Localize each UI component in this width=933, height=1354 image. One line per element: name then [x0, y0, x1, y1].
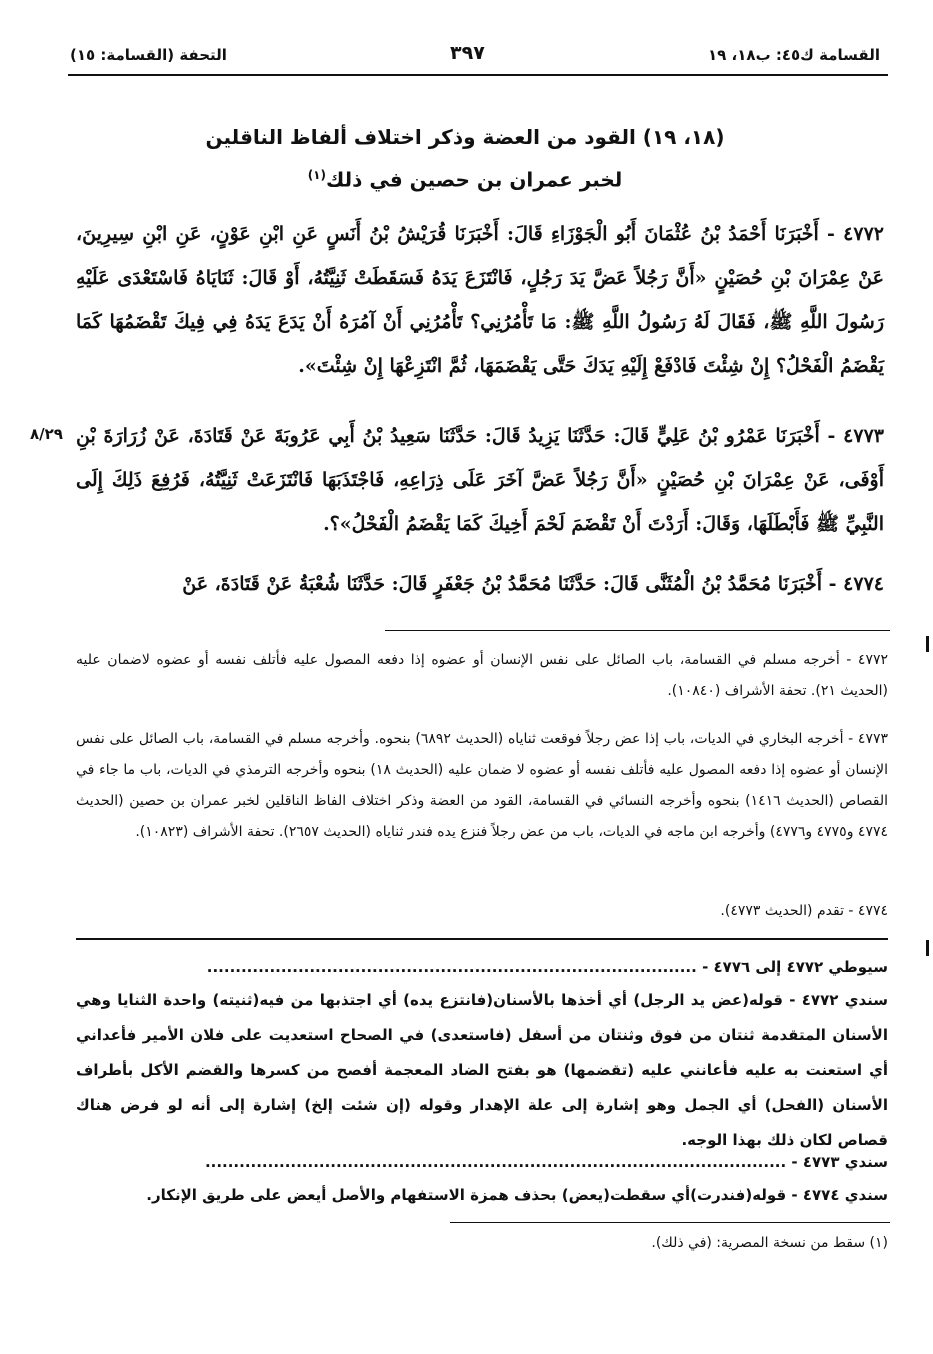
takhrij-text: - تقدم (الحديث ٤٧٧٣).: [720, 903, 854, 919]
edge-mark: [926, 940, 929, 956]
page-number: ٣٩٧: [450, 42, 485, 64]
sharh-sindi-4772: [76, 983, 888, 1158]
takhrij-divider: [385, 630, 890, 631]
takhrij-number: ٤٧٧٤: [857, 903, 888, 919]
hadith-4774: [76, 562, 884, 606]
sharh-label: سندي ٤٧٧٤ -: [791, 1186, 888, 1204]
sharh-text: قوله(عض يد الرجل) أي أخذها بالأسنان(فانتزع يده) أي اجتذبها من فيه(ثنيته) واحدة الثنايا وهي الأسنان المتقدمة ثنتان من فوق وثنتان من أسفل (فاستعدى) في الصحاح استعديت على فلان الأمير فأعداني أي استعنت به عليه فأعانني عليه (تقضمها) هو بفتح الضاد المعجمة أفصح من كسرها والقضم الأكل بأطراف الأسنان (الفحل) أي الجمل وهو إشارة إلى علة الإهدار وقوله (إن شئت إلخ) إشارة إلى أنه لو فرض هناك قصاص لكان ذلك بهذا الوجه.: [76, 991, 888, 1149]
hadith-text: - أَخْبَرَنَا عَمْرُو بْنُ عَلِيٍّ قَالَ: حَدَّثَنَا يَزِيدُ قَالَ: حَدَّثَنَا سَعِيدُ بْنُ أَبِي عَرُوبَةَ عَنْ قَتَادَةَ، عَنْ زُرَارَةَ بْنِ أَوْفَى، عَنْ عِمْرَانَ بْنِ حُصَيْنٍ «أَنَّ رَجُلاً عَضَّ آخَرَ عَلَى ذِرَاعِهِ، فَاجْتَذَبَهَا فَانْتَزَعَتْ ثَنِيَّتُهُ، فَرُفِعَ ذَلِكَ إِلَى النَّبِيِّ ﷺ فَأَبْطَلَهَا، وَقَالَ: أَرَدْتَ أَنْ تَقْضَمَ لَحْمَ أَخِيكَ كَمَا يَقْضَمُ الْفَحْلُ»؟.: [76, 425, 884, 535]
footnote: (١) سقط من نسخة المصرية: (في ذلك).: [651, 1235, 888, 1251]
hadith-number: ٤٧٧٤: [843, 573, 884, 595]
header-section-ref: القسامة ك٤٥: ب١٨، ١٩: [708, 46, 880, 64]
edge-mark: [926, 636, 929, 652]
takhrij-4772: [76, 645, 888, 707]
sharh-dots: ......................................................................................................: [204, 1153, 787, 1171]
chapter-title-line-2: لخبر عمران بن حصين في ذلك$^{(١)}$: [307, 167, 623, 192]
margin-volume-mark: ٨/٢٩: [30, 425, 63, 443]
takhrij-number: ٤٧٧٣: [857, 731, 888, 747]
header-tuhfa-ref: التحفة (القسامة: ١٥): [70, 46, 227, 64]
sharh-label: سيوطي ٤٧٧٢ إلى ٤٧٧٦ -: [702, 958, 888, 976]
sharh-suyuti: [76, 950, 888, 985]
sharh-dots: ......................................................................................: [206, 958, 697, 976]
takhrij-4773: [76, 724, 888, 848]
footnote-divider: [450, 1222, 890, 1223]
chapter-title-line-1: (١٨، ١٩) القود من العضة وذكر اختلاف ألفاظ الناقلين: [205, 125, 725, 149]
takhrij-4774: [76, 896, 888, 927]
footnote-ref: (١): [307, 168, 326, 182]
hadith-text: - أَخْبَرَنَا أَحْمَدُ بْنُ عُثْمَانَ أَبُو الْجَوْزَاءِ قَالَ: أَخْبَرَنَا قُرَيْشُ بْنُ أَنَسٍ عَنِ ابْنِ عَوْنٍ، عَنِ ابْنِ سِيرِينَ، عَنْ عِمْرَانَ بْنِ حُصَيْنٍ «أَنَّ رَجُلاً عَضَّ يَدَ رَجُلٍ، فَانْتَزَعَ يَدَهُ فَسَقَطَتْ ثَنِيَّتُهُ، أَوْ قَالَ: ثَنَايَاهُ فَاسْتَعْدَى عَلَيْهِ رَسُولَ اللَّهِ ﷺ، فَقَالَ لَهُ رَسُولُ اللَّهِ ﷺ: مَا تَأْمُرُنِي؟ تَأْمُرُنِي أَنْ آمُرَهُ أَنْ يَدَعَ يَدَهُ فِي فِيكَ تَقْضَمُهَا كَمَا يَقْضَمُ الْفَحْلُ؟ إِنْ شِئْتَ فَادْفَعْ إِلَيْهِ يَدَكَ حَتَّى يَقْضَمَهَا، ثُمَّ انْتَزِعْهَا إِنْ شِئْتَ».: [76, 223, 884, 377]
sharh-label: سندي ٤٧٧٣ -: [791, 1153, 888, 1171]
running-header: [70, 42, 880, 72]
sharh-text: قوله(فندرت)أي سقطت(يعض) بحذف همزة الاستفهام والأصل أيعض على طريق الإنكار.: [146, 1186, 787, 1204]
sharh-sindi-4773: [76, 1145, 888, 1180]
takhrij-text: - أخرجه مسلم في القسامة، باب الصائل على نفس الإنسان أو عضوه إذا دفعه المصول عليه فأتلف نفسه أو عضوه لاضمان عليه (الحديث ٢١). تحفة الأشراف (١٠٨٤٠).: [76, 652, 888, 699]
hadith-4772: [76, 212, 884, 388]
hadith-4773: [76, 414, 884, 546]
hadith-number: ٤٧٧٢: [843, 223, 884, 245]
hadith-text: - أَخْبَرَنَا مُحَمَّدُ بْنُ الْمُثَنَّى قَالَ: حَدَّثَنَا مُحَمَّدُ بْنُ جَعْفَرٍ قَالَ: حَدَّثَنَا شُعْبَةُ عَنْ قَتَادَةَ، عَنْ: [182, 573, 837, 595]
header-divider: [68, 74, 888, 76]
sharh-label: سندي ٤٧٧٢ -: [789, 991, 888, 1009]
sharh-divider: [76, 938, 888, 940]
takhrij-text: - أخرجه البخاري في الديات، باب إذا عض رجلاً فوقعت ثناياه (الحديث ٦٨٩٢) بنحوه. وأخرجه مسلم في القسامة، باب الصائل على نفس الإنسان أو عضوه إذا دفعه المصول عليه فأتلف نفسه أو عضوه لا ضمان عليه (الحديث ١٨) بنحوه وأخرجه الترمذي في الديات، باب ما جاء في القصاص (الحديث ١٤١٦) بنحوه وأخرجه النسائي في القسامة، القود من العضة وذكر اختلاف الفاظ الناقلين لخبر عمران بن حصين (الحديث ٤٧٧٤ و٤٧٧٥ و٤٧٧٦) وأخرجه ابن ماجه في الديات، باب من عض رجلاً فنزع يده فندر ثناياه (الحديث ٢٦٥٧). تحفة الأشراف (١٠٨٢٣).: [76, 731, 888, 840]
takhrij-number: ٤٧٧٢: [857, 652, 888, 668]
chapter-title: [100, 118, 830, 199]
hadith-number: ٤٧٧٣: [843, 425, 884, 447]
sharh-sindi-4774: [76, 1178, 888, 1213]
